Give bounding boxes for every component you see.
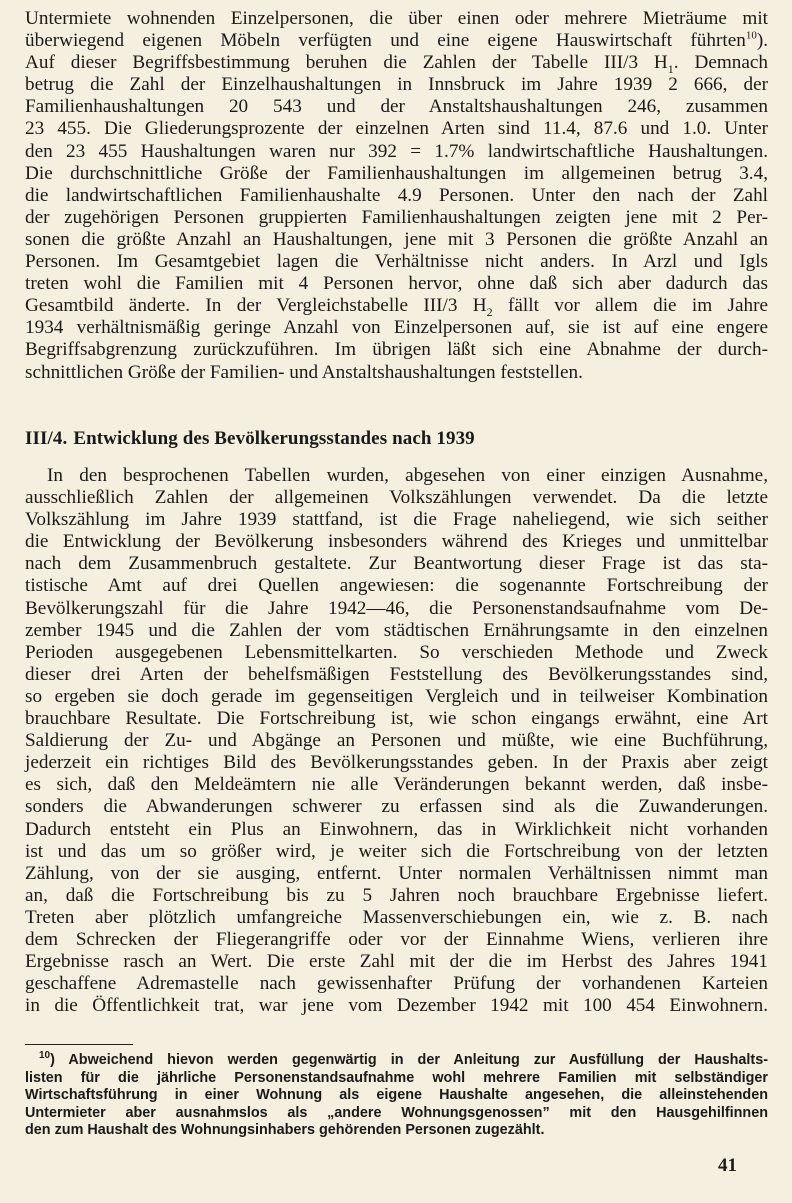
text-line: tistische Amt auf drei Quellen angewiesen: die sogenannte Fortschreibung der [25, 575, 768, 597]
section-heading [25, 428, 475, 450]
text-line: der zugehörigen Personen gruppierten Familienhaushaltungen zeigten jene mit 2 Per- [25, 206, 768, 228]
text-line: die landwirtschaftlichen Familienhaushalte 4.9 Personen. Unter den nach der Zahl [25, 184, 768, 206]
text-line: den 23 455 Haushaltungen waren nur 392 = 1.7% landwirtschaftliche Haushaltungen. [25, 140, 768, 162]
footnote-line: den zum Haushalt des Wohnungsinhabers gehörenden Personen zugezählt. [25, 1122, 545, 1139]
text-segment: Auf dieser Begriffsbestimmung beruhen die Zahlen der Tabelle III/3 H [25, 52, 668, 74]
text-line: jederzeit ein richtiges Bild des Bevölkerungsstandes geben. In der Praxis aber zeigt [25, 752, 768, 774]
text-segment: ) Abweichend hievon werden gegenwärtig in der Anleitung zur Ausfüllung der Haushalts- [50, 1052, 768, 1068]
footnote-line: Untermieter aber ausnahmslos als „andere Wohnungsgenossen” mit den Hausgehilfinnen [25, 1104, 768, 1121]
text-line: Bevölkerungszahl für die Jahre 1942—46, die Personenstandsaufnahme vom De- [25, 597, 768, 619]
text-line: die Entwicklung der Bevölkerung insbesonders während des Krieges und unmittelbar [25, 531, 768, 553]
text-line: an, daß die Fortschreibung bis zu 5 Jahren noch brauchbare Ergebnisse liefert. [25, 884, 768, 906]
text-line: Saldierung der Zu- und Abgänge an Personen und müßte, wie eine Buchführung, [25, 730, 768, 752]
text-segment: . Demnach [673, 52, 768, 74]
text-line: Zählung, von der sie ausging, entfernt. Unter normalen Verhältnissen nimmt man [25, 862, 768, 884]
text-line: In den besprochenen Tabellen wurden, abgesehen von einer einzigen Ausnahme, [47, 465, 768, 486]
text-line: ausschließlich Zahlen der allgemeinen Volkszählungen verwendet. Da die letzte [25, 487, 768, 509]
footnote-reference[interactable]: 10 [745, 29, 757, 42]
text-line [25, 295, 769, 320]
footnote-mark: 10 [39, 1050, 51, 1062]
text-line: in die Öffentlichkeit trat, war jene vom Dezember 1942 mit 100 454 Einwohnern. [25, 995, 768, 1017]
footnote-divider [25, 1044, 133, 1045]
text-line: nach dem Zusammenbruch gestaltete. Zur Beantwortung dieser Frage ist das sta- [25, 553, 768, 575]
text-line [25, 52, 768, 77]
text-line: 23 455. Die Gliederungsprozente der einzelnen Arten sind 11.4, 87.6 und 1.0. Unter [25, 118, 768, 140]
text-line: geschaffene Adremastelle nach gewissenhafter Prüfung der vorhandenen Karteien [25, 973, 768, 995]
paragraph-population-development [25, 465, 768, 1017]
text-segment: Gesamtbild änderte. In der Vergleichstabelle III/3 H [25, 295, 487, 317]
text-line: zember 1945 und die Zahlen der vom städtischen Ernährungsamte in den einzelnen [25, 619, 768, 641]
text-line: Volkszählung im Jahre 1939 stattfand, ist die Frage naheliegend, wie sich seither [25, 509, 768, 531]
text-line: brauchbare Resultate. Die Fortschreibung ist, wie schon eingangs erwähnt, eine Art [25, 708, 768, 730]
text-line: Treten aber plötzlich umfangreiche Massenverschiebungen ein, wie z. B. nach [25, 906, 768, 928]
text-line: sonen die größte Anzahl an Haushaltungen, jene mit 3 Personen die größte Anzahl an [25, 228, 768, 250]
text-line: Die durchschnittliche Größe der Familienhaushaltungen im allgemeinen betrug 3.4, [25, 162, 768, 184]
text-line: dem Schrecken der Fliegerangriffe oder vor der Einnahme Wiens, verlieren ihre [25, 928, 768, 950]
text-line: dieser drei Arten der behelfsmäßigen Feststellung des Bevölkerungsstandes sind, [25, 663, 768, 685]
footnote [25, 1052, 768, 1140]
text-segment: überwiegend eigenen Möbeln verfügten und eine eigene Hauswirtschaft führten [25, 30, 746, 52]
text-line: betrug die Zahl der Einzelhaushaltungen in Innsbruck im Jahre 1939 2 666, der [25, 74, 768, 96]
text-line: schnittlichen Größe der Familien- und Anstaltshaushaltungen feststellen. [25, 361, 583, 383]
text-line: 1934 verhältnismäßig geringe Anzahl von Einzelpersonen auf, sie ist auf eine engere [25, 317, 768, 339]
text-line: Familienhaushaltungen 20 543 und der Anstaltshaushaltungen 246, zusammen [25, 96, 768, 118]
text-line: sonders die Abwanderungen schwerer zu erfassen sind als die Zuwanderungen. [25, 796, 768, 818]
section-title: Entwicklung des Bevölkerungsstandes nach 1939 [73, 428, 475, 449]
subscript: 2 [486, 305, 493, 320]
footnote-line: listen für die jährliche Personenstandsaufnahme wohl mehrere Familien mit selbständiger [25, 1069, 768, 1086]
text-segment: fällt vor allem die im Jahre [492, 295, 769, 317]
text-line: Personen. Im Gesamtgebiet lagen die Verhältnisse nicht anders. In Arzl und Igls [25, 251, 768, 273]
paragraph-household-statistics [25, 8, 768, 384]
text-line: so ergeben sie doch gerade im gegenseitigen Vergleich und in teilweiser Kombination [25, 685, 768, 707]
footnote-line: Wirtschaftsführung in einer Wohnung als eigene Haushalte angesehen, die alleinstehenden [25, 1087, 768, 1104]
footnote-line [25, 1052, 768, 1070]
section-number: III/4. [25, 428, 68, 449]
text-line: Perioden ausgegebenen Lebensmittelkarten. So verschieden Methode und Zweck [25, 641, 768, 663]
page-number: 41 [718, 1155, 737, 1176]
subscript: 1 [667, 62, 674, 77]
text-line [25, 30, 768, 52]
text-segment: ). [756, 30, 768, 52]
text-line: Begriffsabgrenzung zurückzuführen. Im übrigen läßt sich eine Abnahme der durch- [25, 339, 768, 361]
text-line: treten wohl die Familien mit 4 Personen hervor, ohne daß sich aber dadurch das [25, 273, 768, 295]
text-line: ist und das um so größer wird, je weiter sich die Fortschreibung von der letzten [25, 840, 768, 862]
text-line: Ergebnisse rasch an Wert. Die erste Zahl mit der die im Herbst des Jahres 1941 [25, 951, 768, 973]
text-line: Untermiete wohnenden Einzelpersonen, die über einen oder mehrere Mieträume mit [25, 8, 768, 29]
text-line: es sich, daß den Meldeämtern nie alle Veränderungen bekannt werden, daß insbe- [25, 774, 768, 796]
text-line: Dadurch entsteht ein Plus an Einwohnern, das in Wirklichkeit nicht vorhanden [25, 818, 768, 840]
